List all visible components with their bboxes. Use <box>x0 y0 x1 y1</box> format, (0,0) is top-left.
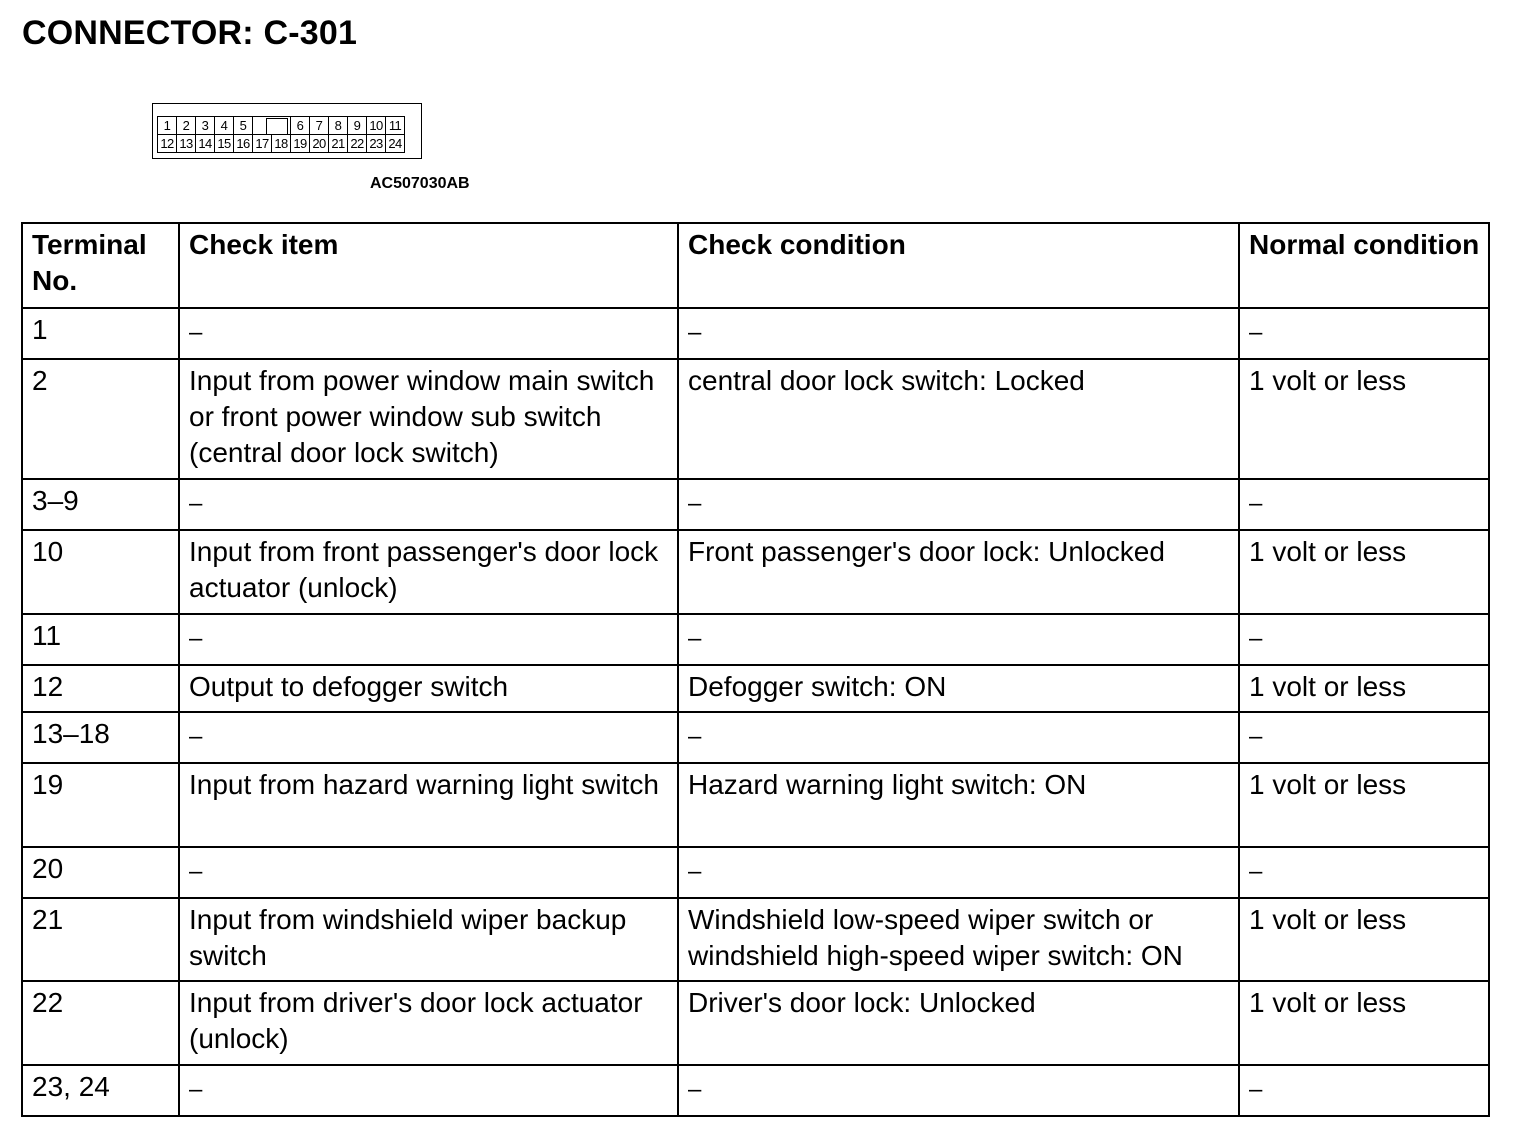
pin-cell: 15 <box>215 135 234 153</box>
check-condition-cell: – <box>678 712 1239 763</box>
pin-cell: 11 <box>386 117 405 135</box>
table-row <box>22 712 1489 763</box>
table-row <box>22 763 1489 847</box>
pin-cell: 10 <box>367 117 386 135</box>
normal-condition-cell: 1 volt or less <box>1239 898 1489 981</box>
terminal-cell: 1 <box>22 308 179 359</box>
normal-condition-cell: – <box>1239 847 1489 898</box>
terminal-cell: 12 <box>22 665 179 712</box>
pin-cell: 5 <box>234 117 253 135</box>
normal-condition-cell: – <box>1239 614 1489 665</box>
check-item-cell: Input from windshield wiper backup switch <box>179 898 678 981</box>
connector-lock-tab <box>266 118 288 135</box>
normal-condition-cell: – <box>1239 308 1489 359</box>
pin-cell: 18 <box>272 135 291 153</box>
table-row <box>22 898 1489 981</box>
check-condition-cell: Defogger switch: ON <box>678 665 1239 712</box>
check-item-cell: Output to defogger switch <box>179 665 678 712</box>
connector-diagram <box>152 103 422 159</box>
check-item-cell: Input from hazard warning light switch <box>179 763 678 847</box>
pin-cell: 20 <box>310 135 329 153</box>
check-condition-cell: – <box>678 614 1239 665</box>
check-item-cell: Input from driver's door lock actuator (unlock) <box>179 981 678 1065</box>
table-row <box>22 359 1489 479</box>
check-item-cell: Input from power window main switch or front power window sub switch (central door lock switch) <box>179 359 678 479</box>
pin-cell: 16 <box>234 135 253 153</box>
pin-cell: 3 <box>196 117 215 135</box>
pin-cell: 23 <box>367 135 386 153</box>
pin-cell: 2 <box>177 117 196 135</box>
check-item-cell: – <box>179 712 678 763</box>
check-item-cell: – <box>179 614 678 665</box>
terminal-cell: 23, 24 <box>22 1065 179 1116</box>
check-condition-cell: Front passenger's door lock: Unlocked <box>678 530 1239 614</box>
table-row <box>22 479 1489 530</box>
check-condition-cell: – <box>678 847 1239 898</box>
check-condition-cell: central door lock switch: Locked <box>678 359 1239 479</box>
check-item-cell: – <box>179 308 678 359</box>
terminal-cell: 19 <box>22 763 179 847</box>
normal-condition-cell: – <box>1239 479 1489 530</box>
pin-cell: 19 <box>291 135 310 153</box>
pin-cell: 14 <box>196 135 215 153</box>
normal-condition-cell: – <box>1239 712 1489 763</box>
connector-bottom-row <box>158 135 405 153</box>
terminal-cell: 3–9 <box>22 479 179 530</box>
check-condition-cell: – <box>678 308 1239 359</box>
terminal-cell: 13–18 <box>22 712 179 763</box>
header-check-item: Check item <box>179 223 678 308</box>
pin-cell: 6 <box>291 117 310 135</box>
pin-cell: 13 <box>177 135 196 153</box>
header-check-condition: Check condition <box>678 223 1239 308</box>
terminal-cell: 22 <box>22 981 179 1065</box>
terminal-cell: 10 <box>22 530 179 614</box>
header-normal-condition: Normal condition <box>1239 223 1489 308</box>
pin-cell: 24 <box>386 135 405 153</box>
table-row <box>22 614 1489 665</box>
table-row <box>22 981 1489 1065</box>
check-item-cell: – <box>179 1065 678 1116</box>
check-item-cell: – <box>179 479 678 530</box>
normal-condition-cell: 1 volt or less <box>1239 530 1489 614</box>
pin-cell: 8 <box>329 117 348 135</box>
normal-condition-cell: – <box>1239 1065 1489 1116</box>
pin-cell: 1 <box>158 117 177 135</box>
normal-condition-cell: 1 volt or less <box>1239 665 1489 712</box>
pin-cell: 21 <box>329 135 348 153</box>
normal-condition-cell: 1 volt or less <box>1239 981 1489 1065</box>
table-row <box>22 847 1489 898</box>
check-condition-cell: – <box>678 479 1239 530</box>
table-row <box>22 665 1489 712</box>
figure-id: AC507030AB <box>370 175 470 192</box>
table-row <box>22 530 1489 614</box>
normal-condition-cell: 1 volt or less <box>1239 359 1489 479</box>
pin-cell: 7 <box>310 117 329 135</box>
terminal-cell: 11 <box>22 614 179 665</box>
table-header-row <box>22 223 1489 308</box>
check-item-cell: Input from front passenger's door lock actuator (unlock) <box>179 530 678 614</box>
pin-cell: 9 <box>348 117 367 135</box>
terminal-cell: 20 <box>22 847 179 898</box>
pin-cell: 12 <box>158 135 177 153</box>
header-terminal-no: Terminal No. <box>22 223 179 308</box>
normal-condition-cell: 1 volt or less <box>1239 763 1489 847</box>
pin-cell: 22 <box>348 135 367 153</box>
pin-cell: 4 <box>215 117 234 135</box>
terminal-check-table <box>21 222 1490 1117</box>
page-title: CONNECTOR: C-301 <box>22 14 358 52</box>
terminal-cell: 2 <box>22 359 179 479</box>
table-row <box>22 308 1489 359</box>
table-row <box>22 1065 1489 1116</box>
check-condition-cell: – <box>678 1065 1239 1116</box>
check-condition-cell: Hazard warning light switch: ON <box>678 763 1239 847</box>
check-condition-cell: Driver's door lock: Unlocked <box>678 981 1239 1065</box>
terminal-cell: 21 <box>22 898 179 981</box>
check-item-cell: – <box>179 847 678 898</box>
pin-cell: 17 <box>253 135 272 153</box>
check-condition-cell: Windshield low-speed wiper switch or windshield high-speed wiper switch: ON <box>678 898 1239 981</box>
